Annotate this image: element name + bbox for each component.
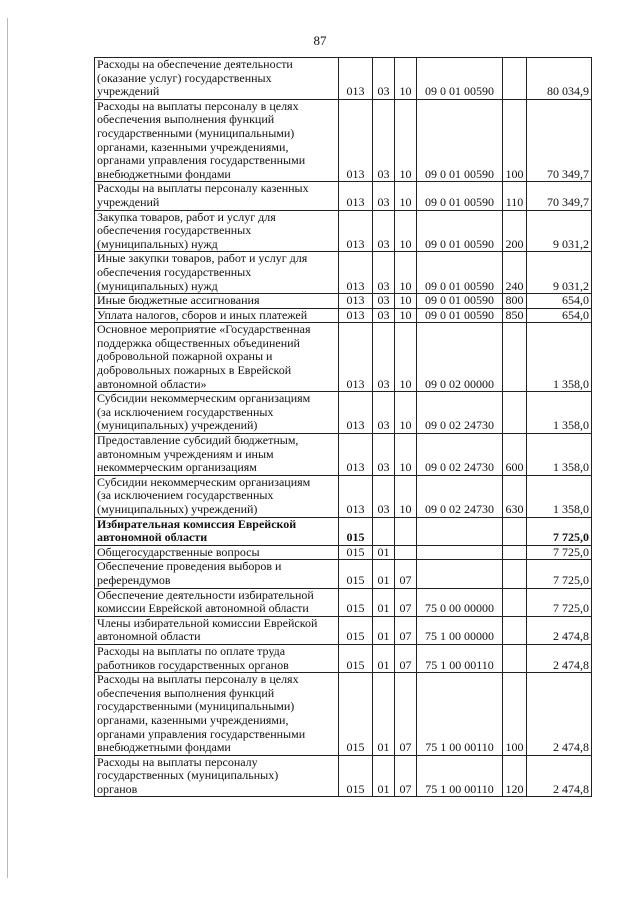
cell-gr: 015 [339,588,373,616]
cell-csr: 75 1 00 00110 [417,644,503,672]
cell-pr: 07 [395,644,417,672]
cell-name-line: (оказание услуг) государственных [97,70,272,85]
cell-pr: 07 [395,673,417,756]
cell-name-line: некоммерческим организациям [97,460,257,475]
cell-pr: 07 [395,560,417,588]
cell-name [95,323,339,392]
cell-name-line: (за исключением государственных [97,404,274,419]
cell-name-line: Иные бюджетные ассигнования [97,293,260,308]
cell-name-line: Расходы на выплаты персоналу в целях [97,672,299,687]
cell-vr: 240 [503,252,527,294]
table-row [95,673,592,756]
cell-name [95,294,339,309]
cell-name-line: добровольной пожарной охраны и [97,349,273,364]
cell-name-line: поддержка общественных объединений [97,335,300,350]
cell-pr: 07 [395,755,417,797]
table-row [95,294,592,309]
cell-name [95,210,339,252]
cell-gr: 013 [339,323,373,392]
cell-csr: 09 0 01 00590 [417,99,503,182]
cell-vr [503,588,527,616]
cell-vr: 110 [503,182,527,210]
cell-gr: 013 [339,210,373,252]
cell-rz: 03 [373,308,395,323]
cell-name-line: Расходы на выплаты по оплате труда [97,644,286,658]
cell-name-line: Расходы на выплаты персоналу казенных [97,181,309,196]
cell-amount: 1 358,0 [527,392,592,434]
cell-amount: 7 725,0 [527,517,592,545]
cell-gr: 015 [339,616,373,644]
cell-rz: 03 [373,182,395,210]
cell-gr: 013 [339,99,373,182]
cell-vr [503,58,527,100]
table-row [95,560,592,588]
page-number: 87 [313,33,327,48]
cell-gr: 015 [339,644,373,672]
cell-rz: 03 [373,392,395,434]
table-row [95,308,592,323]
cell-vr [503,517,527,545]
table-row [95,210,592,252]
cell-vr: 100 [503,99,527,182]
cell-csr: 09 0 02 24730 [417,392,503,434]
cell-amount: 654,0 [527,294,592,309]
cell-amount: 7 725,0 [527,588,592,616]
cell-vr: 600 [503,434,527,476]
cell-rz: 01 [373,560,395,588]
cell-gr: 013 [339,58,373,100]
cell-csr: 75 0 00 00000 [417,588,503,616]
table-row [95,434,592,476]
cell-name [95,673,339,756]
cell-name [95,392,339,434]
cell-name-line: работников государственных органов [97,657,289,672]
cell-rz: 01 [373,545,395,560]
cell-gr: 015 [339,755,373,797]
cell-csr: 09 0 01 00590 [417,58,503,100]
cell-amount: 1 358,0 [527,475,592,517]
cell-rz: 01 [373,673,395,756]
cell-name-line: автономной области [97,629,201,644]
cell-name-line: обеспечения выполнения функций [97,685,275,700]
cell-name [95,644,339,672]
table-row [95,182,592,210]
cell-name-line: Уплата налогов, сборов и иных платежей [97,308,308,322]
table-row [95,475,592,517]
cell-name-line: автономным учреждениям и иным [97,446,274,461]
budget-table [94,57,592,797]
table-row [95,616,592,644]
table-row [95,545,592,560]
cell-pr: 10 [395,323,417,392]
cell-gr: 015 [339,560,373,588]
cell-amount: 1 358,0 [527,323,592,392]
cell-vr [503,392,527,434]
cell-gr: 013 [339,475,373,517]
cell-name [95,545,339,560]
cell-name-line: Субсидии некоммерческим организациям [97,475,311,489]
cell-name-line: Основное мероприятие «Государственная [97,322,311,337]
cell-name-line: органами, казенными учреждениями, [97,139,289,154]
cell-name [95,58,339,100]
cell-name-line: органов [97,781,138,796]
cell-vr [503,644,527,672]
cell-gr: 015 [339,673,373,756]
cell-name-line: Общегосударственные вопросы [97,545,260,559]
cell-amount: 7 725,0 [527,545,592,560]
table-row [95,588,592,616]
cell-gr: 013 [339,392,373,434]
cell-pr: 10 [395,58,417,100]
cell-pr: 10 [395,99,417,182]
cell-amount: 9 031,2 [527,252,592,294]
cell-vr: 200 [503,210,527,252]
cell-csr [417,560,503,588]
cell-name [95,616,339,644]
cell-name [95,434,339,476]
cell-rz: 01 [373,616,395,644]
cell-csr: 75 1 00 00000 [417,616,503,644]
cell-name-line: (муниципальных) учреждений) [97,418,258,433]
cell-vr: 800 [503,294,527,309]
cell-rz: 03 [373,99,395,182]
cell-rz: 03 [373,252,395,294]
cell-name-line: добровольных пожарных в Еврейской [97,363,292,378]
cell-amount: 9 031,2 [527,210,592,252]
cell-rz: 01 [373,644,395,672]
cell-pr [395,517,417,545]
cell-name-line: Предоставление субсидий бюджетным, [97,433,299,448]
cell-name-line: Закупка товаров, работ и услуг для [97,210,276,224]
cell-name [95,308,339,323]
cell-name-line: обеспечения государственных [97,223,252,238]
cell-name-line: автономной области» [97,376,207,391]
cell-name [95,252,339,294]
cell-name-line: (муниципальных) нужд [97,278,218,293]
cell-amount: 70 349,7 [527,182,592,210]
cell-csr: 75 1 00 00110 [417,755,503,797]
cell-name-line: внебюджетными фондами [97,740,231,755]
cell-amount: 2 474,8 [527,755,592,797]
cell-amount: 654,0 [527,308,592,323]
cell-pr [395,545,417,560]
cell-vr [503,560,527,588]
cell-name-line: органами управления государственными [97,153,306,168]
cell-name-line: Расходы на выплаты персоналу [97,755,258,769]
cell-rz: 03 [373,323,395,392]
cell-amount: 2 474,8 [527,644,592,672]
cell-amount: 70 349,7 [527,99,592,182]
cell-name-line: органами управления государственными [97,726,306,741]
table-row [95,644,592,672]
cell-name-line: Обеспечение проведения выборов и [97,559,282,574]
cell-name-line: учреждений [97,84,160,99]
cell-gr: 013 [339,252,373,294]
cell-csr: 09 0 02 24730 [417,475,503,517]
cell-name [95,588,339,616]
cell-rz: 03 [373,475,395,517]
cell-gr: 013 [339,308,373,323]
cell-name-line: (муниципальных) учреждений) [97,502,258,516]
cell-csr [417,545,503,560]
scan-edge-line [7,18,8,878]
cell-rz: 03 [373,210,395,252]
cell-gr: 013 [339,294,373,309]
cell-csr: 09 0 01 00590 [417,308,503,323]
cell-name [95,517,339,545]
cell-name-line: комиссии Еврейской автономной области [97,601,309,616]
cell-name-line: (за исключением государственных [97,488,274,503]
cell-vr: 850 [503,308,527,323]
cell-name-line: Иные закупки товаров, работ и услуг для [97,251,308,266]
cell-name [95,182,339,210]
cell-amount: 2 474,8 [527,616,592,644]
table-row [95,58,592,100]
cell-name-line: (муниципальных) нужд [97,236,218,251]
cell-pr: 07 [395,616,417,644]
cell-name-line: учреждений [97,194,160,209]
table-row [95,99,592,182]
cell-pr: 10 [395,392,417,434]
cell-name-line: органами, казенными учреждениями, [97,712,289,727]
cell-name [95,475,339,517]
cell-name-line: автономной области [97,530,208,545]
cell-pr: 10 [395,182,417,210]
cell-csr: 09 0 02 24730 [417,434,503,476]
cell-pr: 10 [395,294,417,309]
cell-pr: 10 [395,475,417,517]
cell-gr: 015 [339,545,373,560]
cell-name-line: обеспечения выполнения функций [97,112,275,127]
cell-pr: 07 [395,588,417,616]
table-row [95,392,592,434]
table-row [95,517,592,545]
cell-rz: 03 [373,434,395,476]
cell-csr: 09 0 02 00000 [417,323,503,392]
cell-name-line: Субсидии некоммерческим организациям [97,391,311,406]
cell-amount: 80 034,9 [527,58,592,100]
cell-vr [503,323,527,392]
cell-name-line: внебюджетными фондами [97,166,231,181]
cell-name-line: государственными (муниципальными) [97,699,295,714]
cell-amount: 7 725,0 [527,560,592,588]
cell-pr: 10 [395,434,417,476]
cell-amount: 2 474,8 [527,673,592,756]
cell-csr: 09 0 01 00590 [417,252,503,294]
cell-gr: 015 [339,517,373,545]
cell-name-line: Избирательная комиссия Еврейской [97,517,297,531]
cell-csr: 09 0 01 00590 [417,294,503,309]
table-row [95,755,592,797]
cell-gr: 013 [339,182,373,210]
cell-pr: 10 [395,308,417,323]
budget-table-body [95,58,592,797]
cell-pr: 10 [395,210,417,252]
cell-vr: 120 [503,755,527,797]
cell-vr: 630 [503,475,527,517]
cell-name-line: государственными (муниципальными) [97,125,295,140]
cell-name [95,99,339,182]
cell-csr: 09 0 01 00590 [417,210,503,252]
cell-name-line: государственных (муниципальных) [97,768,279,783]
cell-rz [373,517,395,545]
cell-name-line: Члены избирательной комиссии Еврейской [97,616,318,630]
cell-name [95,560,339,588]
cell-vr [503,545,527,560]
table-row [95,252,592,294]
cell-gr: 013 [339,434,373,476]
cell-csr: 75 1 00 00110 [417,673,503,756]
cell-pr: 10 [395,252,417,294]
cell-vr [503,616,527,644]
cell-name-line: обеспечения государственных [97,264,252,279]
cell-vr: 100 [503,673,527,756]
cell-name-line: Расходы на обеспечение деятельности [97,57,293,71]
cell-csr [417,517,503,545]
cell-rz: 01 [373,588,395,616]
cell-rz: 03 [373,294,395,309]
cell-amount: 1 358,0 [527,434,592,476]
cell-rz: 03 [373,58,395,100]
cell-rz: 01 [373,755,395,797]
cell-name-line: Обеспечение деятельности избирательной [97,588,314,602]
cell-name-line: референдумов [97,572,171,587]
cell-csr: 09 0 01 00590 [417,182,503,210]
cell-name-line: Расходы на выплаты персоналу в целях [97,99,299,113]
cell-name [95,755,339,797]
table-row [95,323,592,392]
